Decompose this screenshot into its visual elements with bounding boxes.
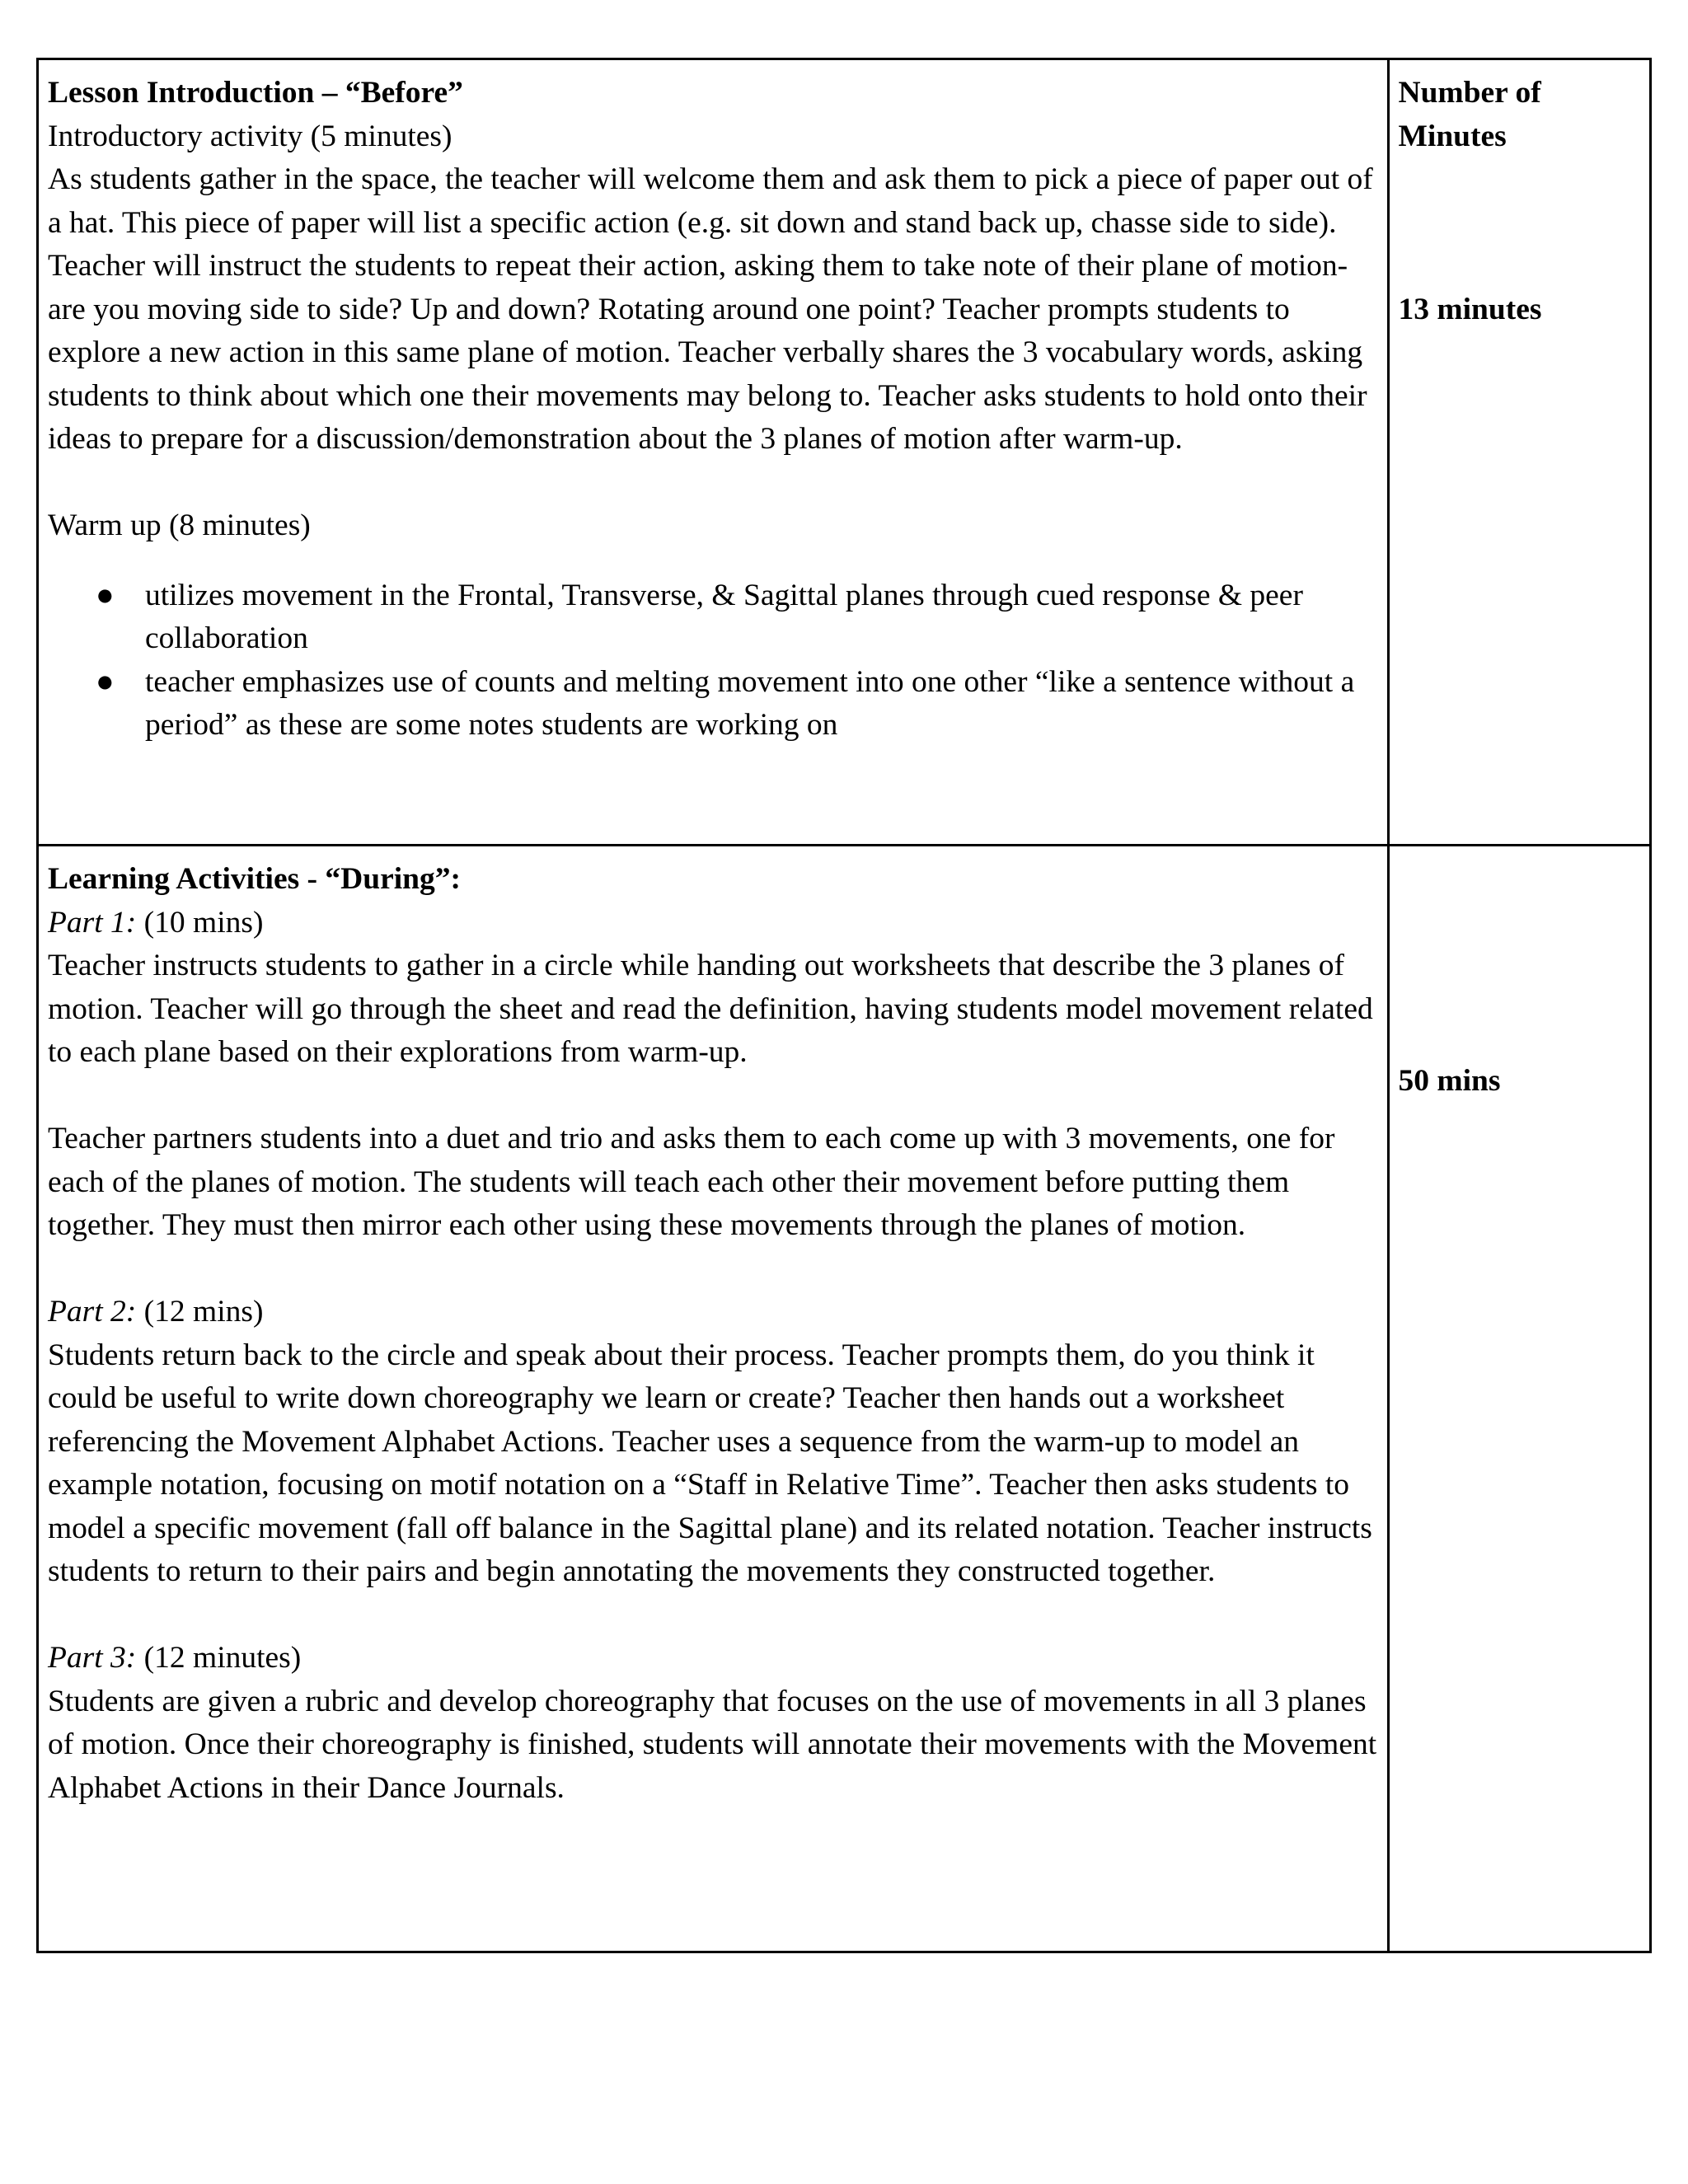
part3-label: Part 3: <box>48 1641 137 1675</box>
part1-header <box>48 902 1377 945</box>
warmup-bullet-list <box>48 574 1377 748</box>
bullet-text: teacher emphasizes use of counts and melting movement into one other “like a sentence without a period” as these are some notes students are working on <box>145 664 1355 742</box>
part3-header <box>48 1637 1377 1680</box>
before-minutes-cell <box>1388 59 1651 846</box>
bullet-icon: ● <box>96 664 115 699</box>
during-minutes-value: 50 mins <box>1398 1064 1501 1098</box>
bullet-text: utilizes movement in the Frontal, Transverse, & Sagittal planes through cued response & peer collaboration <box>145 578 1303 655</box>
spacer <box>48 462 1377 505</box>
minutes-column-header: Number of Minutes <box>1398 76 1541 153</box>
part3-text: Students are given a rubric and develop choreography that focuses on the use of movements in all 3 planes of motion. Once their choreography is finished, students will annotate their movements with the Movement Alphabet Actions in their Dance Journals. <box>48 1684 1377 1805</box>
intro-activity-title: Introductory activity (5 minutes) <box>48 119 452 153</box>
spacer <box>48 1075 1377 1118</box>
before-row <box>38 59 1651 846</box>
part2-text: Students return back to the circle and speak about their process. Teacher prompts them, do you think it could be useful to write down choreography we learn or create? Teacher then hands out a worksheet referencing the Movement Alphabet Actions. Teacher uses a sequence from the warm-up to model an example notation, focusing on motif notation on a “Staff in Relative Time”. Teacher then asks students to model a specific movement (fall off balance in the Sagittal plane) and its related notation. Teacher instructs students to return to their pairs and begin annotating the movements they constructed together. <box>48 1338 1372 1588</box>
intro-activity-text: As students gather in the space, the teacher will welcome them and ask them to pick a piece of paper out of a hat. This piece of paper will list a specific action (e.g. sit down and stand back up, chasse side to side). Teacher will instruct the students to repeat their action, asking them to take note of their plane of motion- are you moving side to side? Up and down? Rotating around one point? Teacher prompts students to explore a new action in this same plane of motion. Teacher verbally shares the 3 vocabulary words, asking students to think about which one their movements may belong to. Teacher asks students to hold onto their ideas to prepare for a discussion/demonstration about the 3 planes of motion after warm-up. <box>48 162 1373 456</box>
during-minutes-cell <box>1388 846 1651 1952</box>
part1-text-2: Teacher partners students into a duet and trio and asks them to each come up with 3 movements, one for each of the planes of motion. The students will teach each other their movement before putting them together. They must then mirror each other using these movements through the planes of motion. <box>48 1122 1335 1242</box>
before-heading: Lesson Introduction – “Before” <box>48 76 463 110</box>
during-heading: Learning Activities - “During”: <box>48 862 462 896</box>
spacer <box>48 1594 1377 1638</box>
bullet-icon: ● <box>96 578 115 612</box>
during-row <box>38 846 1651 1952</box>
spacer <box>48 1248 1377 1291</box>
part1-text: Teacher instructs students to gather in a circle while handing out worksheets that describe the 3 planes of motion. Teacher will go through the sheet and read the definition, having students model movement related to each plane based on their explorations from warm-up. <box>48 949 1373 1069</box>
part2-header <box>48 1291 1377 1334</box>
before-minutes-value: 13 minutes <box>1398 293 1542 326</box>
part1-label: Part 1: <box>48 905 137 940</box>
lesson-plan-table <box>36 58 1652 1953</box>
list-item <box>48 574 1377 661</box>
during-content-cell <box>38 846 1389 1952</box>
part1-time: (10 mins) <box>136 905 264 940</box>
part3-time: (12 minutes) <box>136 1641 302 1675</box>
list-item <box>48 661 1377 748</box>
part2-time: (12 mins) <box>136 1295 264 1329</box>
part2-label: Part 2: <box>48 1295 137 1329</box>
before-content-cell <box>38 59 1389 846</box>
warmup-title: Warm up (8 minutes) <box>48 509 311 542</box>
